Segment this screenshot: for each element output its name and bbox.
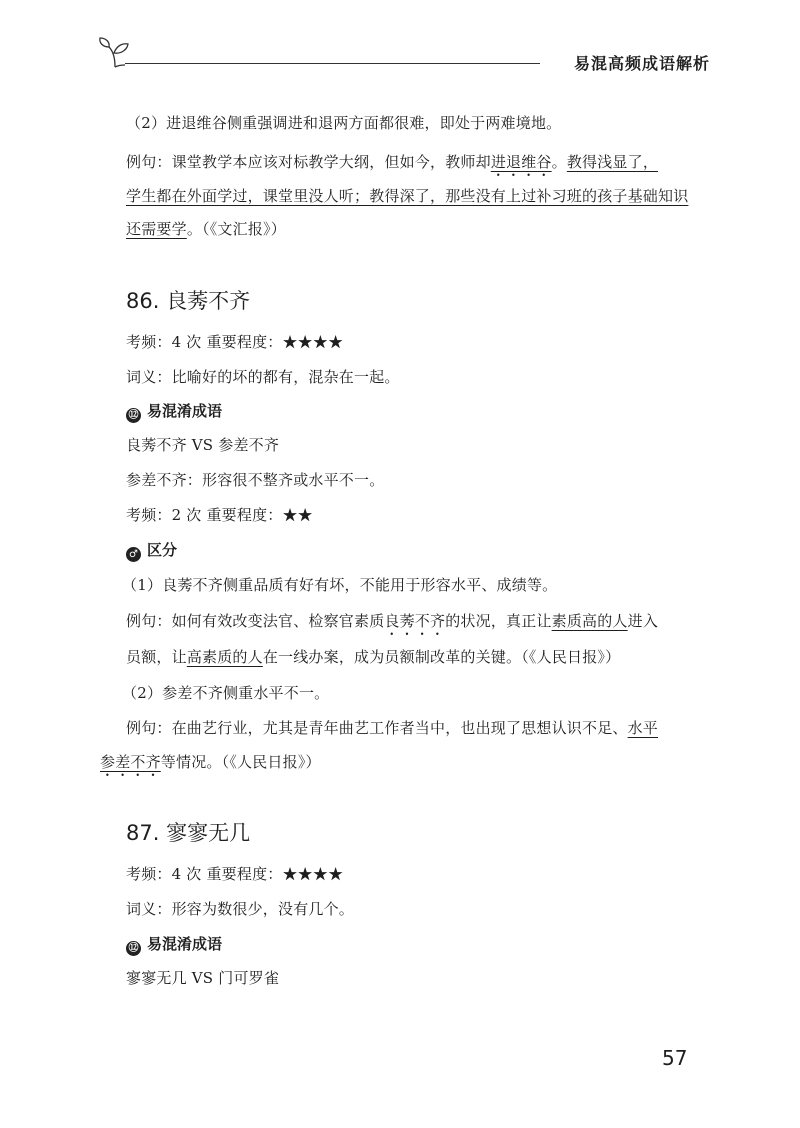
intro-point-2: （2）进退维谷侧重强调进和退两方面都很难，即处于两难境地。 [126,114,562,132]
intro-example-line-3: 还需要学。（《文汇报》） [126,220,286,238]
emphasized-idiom: 进退维谷 [490,153,552,171]
entry-86-example-1-line-2: 员额，让高素质的人在一线办案，成为员额制改革的关键。（《人民日报》） [126,648,621,666]
emphasized-idiom: 参差不齐 [100,753,161,771]
entry-87-frequency: 考频：4 次 重要程度：★★★★ [126,865,344,883]
intro-example-line-1: 例句：课堂教学本应该对标教学大纲，但如今，教师却进退维谷。教得浅显了， [126,153,659,171]
underlined-phrase: 教得浅显了， [566,153,659,171]
underlined-phrase: 高素质的人 [186,648,263,666]
entry-86-meaning: 词义：比喻好的坏的都有，混杂在一起。 [126,368,400,386]
entry-86-distinction-2: （2）参差不齐侧重水平不一。 [122,684,330,702]
entry-86-distinction-1: （1）良莠不齐侧重品质有好有坏，不能用于形容水平、成绩等。 [122,576,558,594]
distinguish-icon: ♂ [126,547,141,562]
underlined-phrase: 还需要学 [126,220,187,238]
running-header [95,33,710,73]
header-title: 易混高频成语解析 [573,54,710,73]
entry-87-confuse-heading: ⑫ 易混淆成语 [126,934,222,956]
entry-86-confuse-heading: ⑫ 易混淆成语 [126,401,222,423]
underlined-phrase: 素质高的人 [551,612,628,630]
underlined-phrase: 学生都在外面学过，课堂里没人听；教得深了，那些没有上过补习班的孩子基础知识 [126,187,689,205]
entry-87-vs: 寥寥无几 VS 门可罗雀 [126,969,280,987]
entry-86-vs: 良莠不齐 VS 参差不齐 [126,436,280,454]
header-rule [125,63,540,64]
confuse-icon: ⑫ [126,408,141,423]
entry-86-example-1-line-1: 例句：如何有效改变法官、检察官素质良莠不齐的状况，真正让素质高的人进入 [126,612,659,630]
entry-86-frequency: 考频：4 次 重要程度：★★★★ [126,333,344,351]
confuse-icon: ⑫ [126,941,141,956]
entry-86-example-2-line-2: 参差不齐等情况。（《人民日报》） [100,753,321,771]
page-number: 57 [662,1046,688,1070]
entry-87-meaning: 词义：形容为数很少，没有几个。 [126,900,355,918]
intro-example-line-2 [126,186,688,206]
entry-86-distinguish-heading: ♂ 区分 [126,540,177,562]
entry-86-alt-frequency: 考频：2 次 重要程度：★★ [126,506,313,524]
entry-86-alt-meaning: 参差不齐：形容很不整齐或水平不一。 [126,471,385,489]
emphasized-idiom: 良莠不齐 [384,612,446,630]
entry-86-title: 86. 良莠不齐 [126,289,251,313]
entry-86-example-2-line-1: 例句：在曲艺行业，尤其是青年曲艺工作者当中，也出现了思想认识不足、水平 [126,719,659,737]
entry-87-title: 87. 寥寥无几 [126,821,251,845]
underlined-phrase: 水平 [627,719,659,737]
